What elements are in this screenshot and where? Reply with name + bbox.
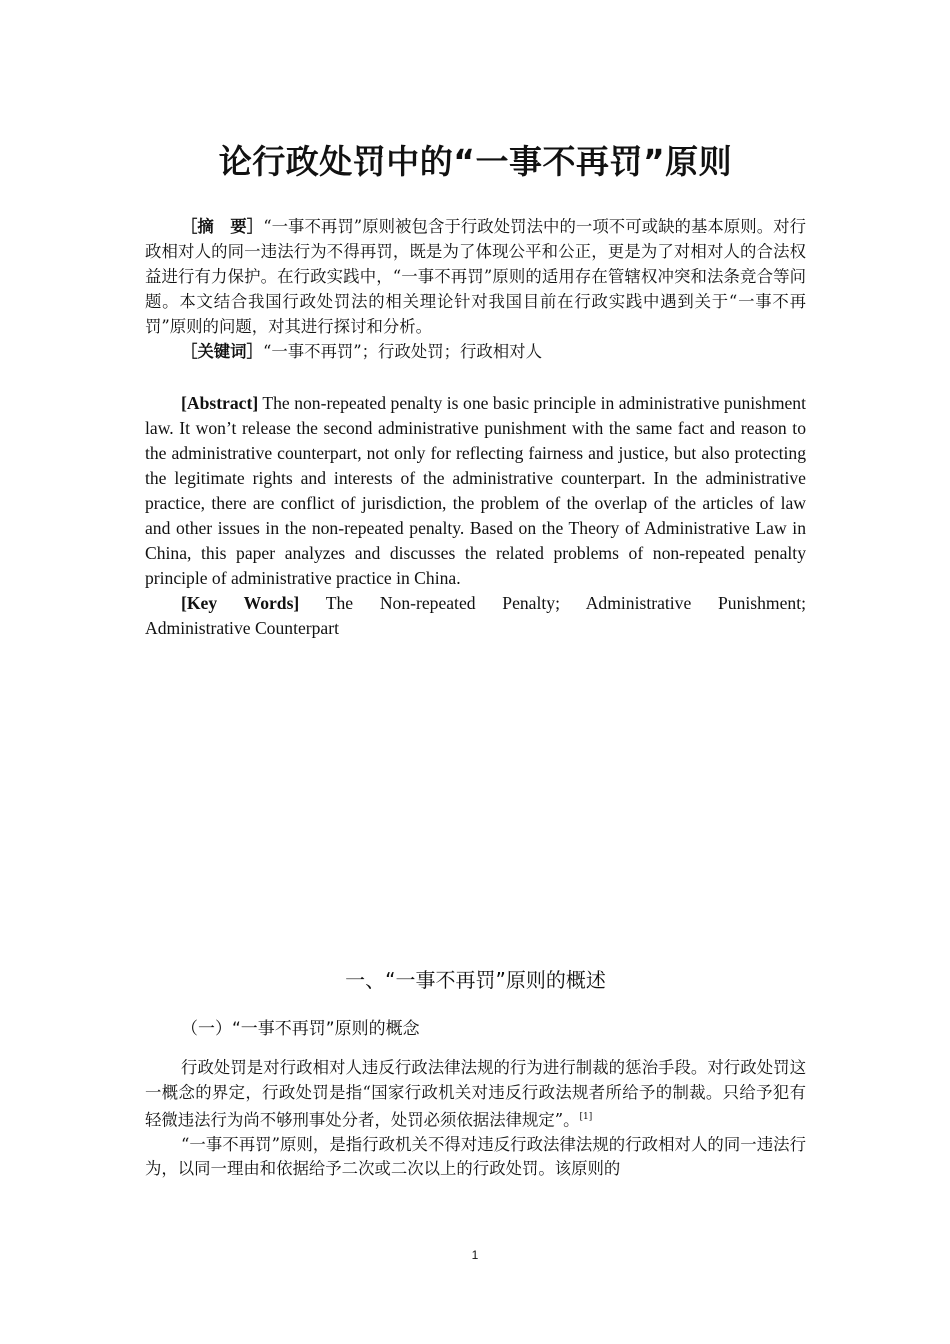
keywords-cn-paragraph [145,339,806,364]
subsection-heading: （一）“一事不再罚”原则的概念 [181,1019,420,1039]
section-heading: 一、“一事不再罚”原则的概述 [345,968,606,992]
abstract-chinese [145,214,806,364]
section-body [145,1056,806,1182]
keywords-en-label: [Key Words] [181,593,300,613]
body-paragraph-text: 行政处罚是对行政相对人违反行政法律法规的行为进行制裁的惩治手段。对行政处罚这一概念的界定，行政处罚是指“国家行政机关对违反行政法规者所给予的制裁。只给予犯有轻微违法行为尚不够刑事处分者，处罚必须依据法律规定”。 [145,1058,806,1130]
paper-title: 论行政处罚中的“一事不再罚”原则 [218,142,733,181]
keywords-cn-text: “一事不再罚”；行政处罚；行政相对人 [262,342,542,361]
abstract-cn-label: ［摘 要］ [181,217,264,236]
body-paragraph-text: “一事不再罚”原则，是指行政机关不得对违反行政法律法规的行政相对人的同一违法行为，以同一理由和依据给予二次或二次以上的行政处罚。该原则的 [145,1134,806,1179]
abstract-cn-paragraph [145,214,806,339]
abstract-cn-text: “一事不再罚”原则被包含于行政处罚法中的一项不可或缺的基本原则。对行政相对人的同一违法行为不得再罚，既是为了体现公平和公正，更是为了对相对人的合法权益进行有力保护。在行政实践中，“一事不再罚”原则的适用存在管辖权冲突和法条竞合等问题。本文结合我国行政处罚法的相关理论针对我国目前在行政实践中遇到关于“一事不再罚”原则的问题，对其进行探讨和分析。 [145,217,806,336]
abstract-en-label: [Abstract] [181,393,259,413]
body-paragraph [145,1133,806,1182]
keywords-en-text-line1: The Non-repeated Penalty; Administrative Punishment; [299,593,806,613]
abstract-english [145,391,806,641]
abstract-en-text: The non-repeated penalty is one basic principle in administrative punishment law. It won’t release the second administrative punishment with the same fact and reason to the administrative counterpart, not only for reflecting fairness and justice, but also protecting the legitimate rights and interests of the administrative counterpart. In the administrative practice, there are conflict of jurisdiction, the problem of the overlap of the articles of law and other issues in the non-repeated penalty. Based on the Theory of Administrative Law in China, this paper analyzes and discusses the related problems of non-repeated penalty principle of administrative practice in China. [145,393,806,588]
citation-ref: [1] [579,1112,593,1122]
body-paragraph [145,1056,806,1133]
keywords-en-text-line2: Administrative Counterpart [145,618,339,638]
keywords-en-paragraph [145,591,806,616]
page-number: 1 [471,1248,479,1262]
keywords-cn-label: ［关键词］ [181,342,263,361]
abstract-en-paragraph [145,391,806,591]
